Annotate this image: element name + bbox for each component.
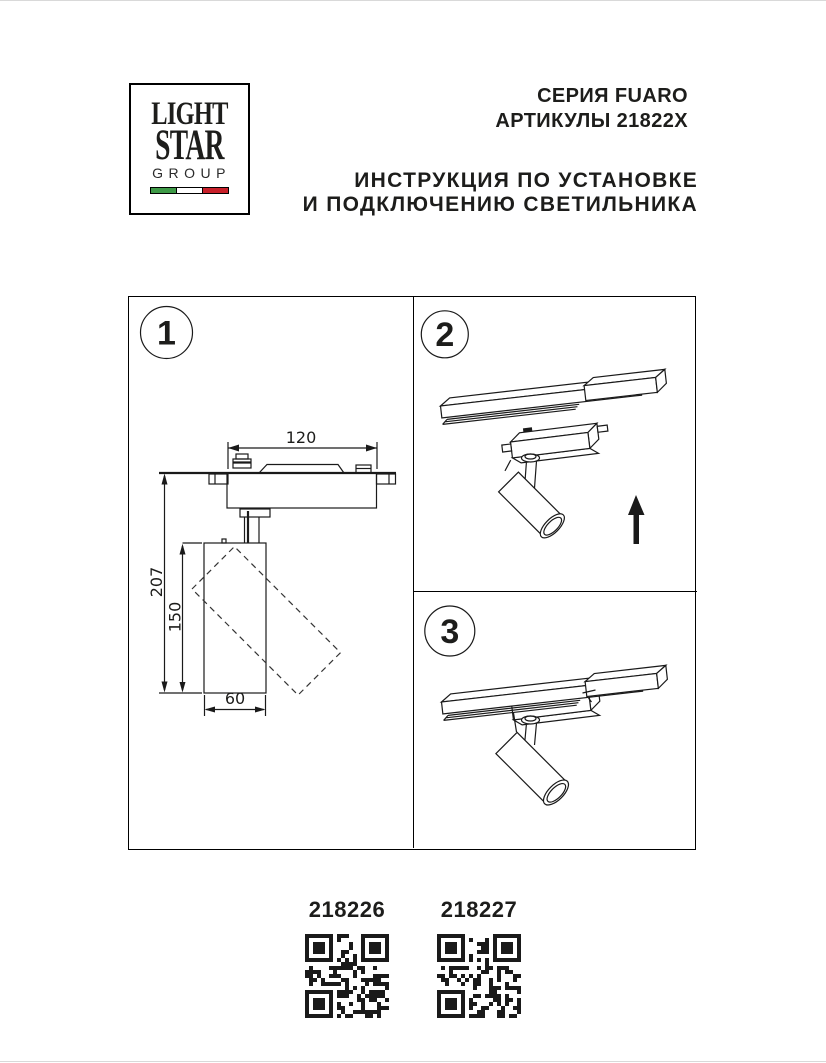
track-adapter-side-view [159, 454, 396, 543]
spotlight-cylinder [498, 471, 569, 542]
qr-item-1 [305, 899, 389, 1018]
step1-drawing [129, 297, 413, 848]
title-line-1: ИНСТРУКЦИЯ ПО УСТАНОВКЕ [354, 169, 698, 192]
step-panel-2 [414, 297, 697, 592]
qr-item-2 [437, 899, 521, 1018]
step2-number: 2 [435, 316, 455, 354]
page-top-edge [0, 0, 826, 1]
spot-body [204, 543, 266, 693]
flag-white-segment [176, 188, 203, 193]
dim-150-label: 150 [165, 601, 185, 633]
step3-drawing [414, 592, 697, 848]
dimension-total-height [147, 474, 202, 694]
qr-code-label-1: 218226 [308, 897, 386, 922]
flag-green-segment [151, 188, 176, 193]
lightstar-logo [129, 83, 250, 215]
step2-drawing [414, 297, 697, 591]
spotlight-cylinder [495, 732, 572, 809]
series-line: СЕРИЯ FUARO [537, 85, 688, 107]
adapter-body [227, 473, 377, 508]
instruction-title [303, 169, 698, 216]
stem [245, 517, 260, 543]
qr-code-2 [437, 934, 521, 1018]
track-rail [439, 369, 668, 424]
step1-number: 1 [157, 314, 176, 353]
step-panel-3 [414, 592, 697, 848]
up-arrow [628, 495, 645, 544]
flag-red-segment [203, 188, 228, 193]
qr-code-label-2: 218227 [440, 897, 518, 922]
logo-word-light: LIGHT [151, 96, 228, 132]
dimension-body-height [166, 543, 203, 693]
page-bottom-edge [0, 1061, 826, 1062]
instruction-grid [128, 296, 696, 850]
track-adapter [500, 418, 611, 471]
logo-word-star: STAR [155, 122, 224, 169]
articles-line: АРТИКУЛЫ 21822X [495, 110, 688, 132]
dim-207-label: 207 [147, 566, 166, 598]
series-header [495, 84, 688, 134]
step3-number: 3 [440, 613, 460, 651]
italian-flag-bar [150, 187, 229, 194]
dim-120-label: 120 [285, 428, 317, 447]
logo-word-group: GROUP [152, 165, 231, 181]
dim-60-label: 60 [224, 689, 246, 708]
stem-flange [240, 509, 270, 517]
step-panel-1 [129, 297, 414, 848]
title-line-2: И ПОДКЛЮЧЕНИЮ СВЕТИЛЬНИКА [302, 192, 698, 216]
qr-code-1 [305, 934, 389, 1018]
